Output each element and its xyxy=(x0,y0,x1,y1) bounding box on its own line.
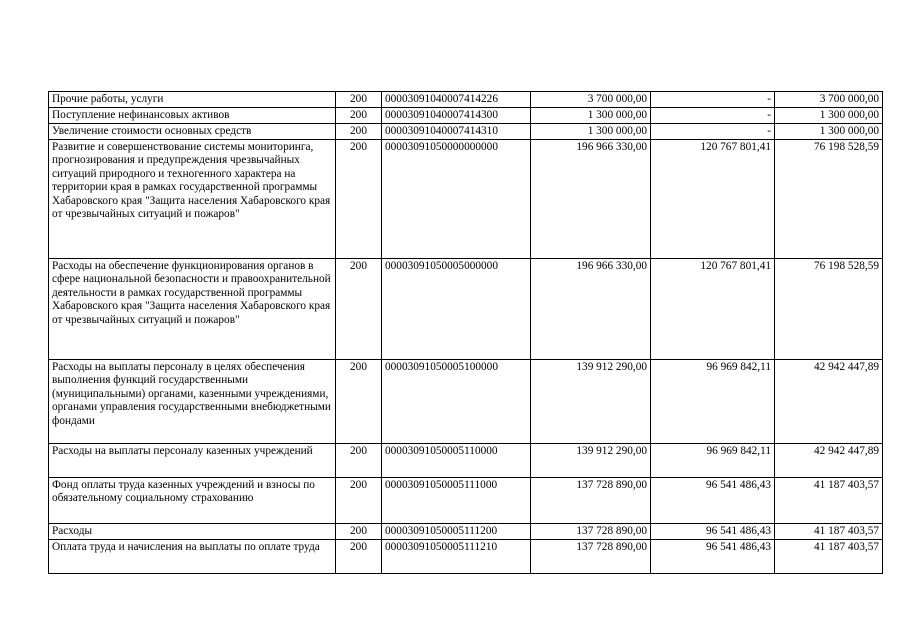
row-approved-cell xyxy=(531,540,651,574)
table-row xyxy=(49,92,883,108)
row-remaining-cell xyxy=(775,108,883,124)
row-line-code: 200 xyxy=(350,93,367,105)
row-approved-amount: 1 300 000,00 xyxy=(587,125,647,137)
row-remaining-cell xyxy=(775,478,883,524)
row-csr-cell xyxy=(382,140,531,259)
row-remaining-amount: 41 187 403,57 xyxy=(814,541,879,553)
table-row xyxy=(49,259,883,360)
row-csr-cell xyxy=(382,124,531,140)
row-line-code: 200 xyxy=(350,141,367,153)
row-approved-cell xyxy=(531,140,651,259)
row-csr-cell xyxy=(382,259,531,360)
row-name: Расходы на выплаты персоналу казенных учреждений xyxy=(52,445,313,457)
row-approved-cell xyxy=(531,124,651,140)
row-approved-amount: 137 728 890,00 xyxy=(576,479,647,491)
row-remaining-amount: 76 198 528,59 xyxy=(814,141,879,153)
row-name-cell xyxy=(49,524,336,540)
row-csr-cell xyxy=(382,444,531,478)
row-code-cell xyxy=(336,360,382,444)
row-executed-amount: 96 541 486,43 xyxy=(706,541,771,553)
row-classification-code: 00003091040007414300 xyxy=(385,109,498,121)
row-approved-amount: 1 300 000,00 xyxy=(587,109,647,121)
row-approved-cell xyxy=(531,524,651,540)
row-name: Расходы на выплаты персоналу в целях обеспечения выполнения функций государственными (муниципальными) органами, казенными учреждениями, органами управления государственными внебюджетными фондами xyxy=(52,361,331,427)
row-name-cell xyxy=(49,108,336,124)
row-code-cell xyxy=(336,524,382,540)
row-approved-cell xyxy=(531,444,651,478)
row-csr-cell xyxy=(382,92,531,108)
row-name: Оплата труда и начисления на выплаты по оплате труда xyxy=(52,541,320,553)
row-executed-amount: 96 541 486,43 xyxy=(706,479,771,491)
table-row xyxy=(49,140,883,259)
table-row xyxy=(49,524,883,540)
row-classification-code: 00003091050005000000 xyxy=(385,260,498,272)
table-row xyxy=(49,444,883,478)
row-csr-cell xyxy=(382,360,531,444)
row-executed-cell xyxy=(651,524,775,540)
row-approved-amount: 196 966 330,00 xyxy=(576,260,647,272)
row-approved-amount: 139 912 290,00 xyxy=(576,361,647,373)
table-row xyxy=(49,360,883,444)
row-executed-amount: 96 969 842,11 xyxy=(706,445,771,457)
row-name: Расходы на обеспечение функционирования органов в сфере национальной безопасности и правоохранительной деятельности в рамках государственной программы Хабаровского края "Защита населения Хабаровского края от чрезвычайных ситуаций и пожаров" xyxy=(52,260,331,326)
row-classification-code: 00003091050005111200 xyxy=(385,525,498,537)
table-row xyxy=(49,540,883,574)
row-remaining-amount: 1 300 000,00 xyxy=(819,125,879,137)
row-line-code: 200 xyxy=(350,260,367,272)
row-executed-amount: - xyxy=(767,93,771,105)
row-executed-amount: 120 767 801,41 xyxy=(700,260,771,272)
row-code-cell xyxy=(336,92,382,108)
row-approved-cell xyxy=(531,360,651,444)
row-line-code: 200 xyxy=(350,445,367,457)
row-executed-cell xyxy=(651,478,775,524)
row-remaining-cell xyxy=(775,124,883,140)
row-executed-amount: 96 541 486,43 xyxy=(706,525,771,537)
row-classification-code: 00003091040007414310 xyxy=(385,125,498,137)
row-name-cell xyxy=(49,478,336,524)
row-classification-code: 00003091050005100000 xyxy=(385,361,498,373)
row-code-cell xyxy=(336,478,382,524)
row-executed-amount: 120 767 801,41 xyxy=(700,141,771,153)
row-remaining-cell xyxy=(775,444,883,478)
row-name-cell xyxy=(49,444,336,478)
row-code-cell xyxy=(336,124,382,140)
row-remaining-cell xyxy=(775,140,883,259)
row-name-cell xyxy=(49,140,336,259)
row-remaining-cell xyxy=(775,524,883,540)
row-approved-amount: 137 728 890,00 xyxy=(576,525,647,537)
row-executed-cell xyxy=(651,108,775,124)
row-line-code: 200 xyxy=(350,541,367,553)
row-executed-cell xyxy=(651,540,775,574)
row-remaining-amount: 41 187 403,57 xyxy=(814,525,879,537)
row-remaining-amount: 42 942 447,89 xyxy=(814,361,879,373)
row-name-cell xyxy=(49,92,336,108)
row-name: Прочие работы, услуги xyxy=(52,93,164,105)
row-classification-code: 00003091050005111000 xyxy=(385,479,498,491)
table-row xyxy=(49,108,883,124)
row-name: Увеличение стоимости основных средств xyxy=(52,125,252,137)
row-line-code: 200 xyxy=(350,125,367,137)
row-name-cell xyxy=(49,259,336,360)
row-line-code: 200 xyxy=(350,109,367,121)
row-name-cell xyxy=(49,124,336,140)
row-remaining-cell xyxy=(775,540,883,574)
row-remaining-cell xyxy=(775,360,883,444)
row-name-cell xyxy=(49,540,336,574)
row-code-cell xyxy=(336,540,382,574)
row-code-cell xyxy=(336,259,382,360)
row-name: Поступление нефинансовых активов xyxy=(52,109,230,121)
row-executed-amount: 96 969 842,11 xyxy=(706,361,771,373)
row-code-cell xyxy=(336,444,382,478)
row-remaining-amount: 1 300 000,00 xyxy=(819,109,879,121)
row-remaining-amount: 41 187 403,57 xyxy=(814,479,879,491)
row-csr-cell xyxy=(382,540,531,574)
row-name: Фонд оплаты труда казенных учреждений и взносы по обязательному социальному страхованию xyxy=(52,479,315,505)
row-remaining-cell xyxy=(775,92,883,108)
row-remaining-amount: 42 942 447,89 xyxy=(814,445,879,457)
row-name: Расходы xyxy=(52,525,93,537)
row-name: Развитие и совершенствование системы мониторинга, прогнозирования и предупреждения чрезвычайных ситуаций природного и техногенного характера на территории края в рамках государственной программы Хабаровского края "Защита населения Хабаровского края от чрезвычайных ситуаций и пожаров" xyxy=(52,141,331,221)
row-executed-amount: - xyxy=(767,125,771,137)
row-approved-amount: 3 700 000,00 xyxy=(587,93,647,105)
row-executed-cell xyxy=(651,92,775,108)
row-classification-code: 00003091050005111210 xyxy=(385,541,498,553)
row-approved-cell xyxy=(531,259,651,360)
row-executed-cell xyxy=(651,360,775,444)
row-classification-code: 00003091040007414226 xyxy=(385,93,498,105)
row-executed-cell xyxy=(651,444,775,478)
row-remaining-cell xyxy=(775,259,883,360)
row-executed-cell xyxy=(651,140,775,259)
row-code-cell xyxy=(336,140,382,259)
table-row xyxy=(49,478,883,524)
row-executed-cell xyxy=(651,259,775,360)
row-line-code: 200 xyxy=(350,479,367,491)
row-csr-cell xyxy=(382,108,531,124)
row-approved-cell xyxy=(531,92,651,108)
row-classification-code: 00003091050005110000 xyxy=(385,445,498,457)
row-approved-amount: 139 912 290,00 xyxy=(576,445,647,457)
row-line-code: 200 xyxy=(350,525,367,537)
row-line-code: 200 xyxy=(350,361,367,373)
budget-execution-table xyxy=(48,91,883,574)
row-approved-amount: 196 966 330,00 xyxy=(576,141,647,153)
row-remaining-amount: 3 700 000,00 xyxy=(819,93,879,105)
row-classification-code: 00003091050000000000 xyxy=(385,141,498,153)
row-executed-amount: - xyxy=(767,109,771,121)
row-approved-cell xyxy=(531,478,651,524)
row-approved-amount: 137 728 890,00 xyxy=(576,541,647,553)
row-approved-cell xyxy=(531,108,651,124)
row-executed-cell xyxy=(651,124,775,140)
table-row xyxy=(49,124,883,140)
row-name-cell xyxy=(49,360,336,444)
row-csr-cell xyxy=(382,524,531,540)
row-code-cell xyxy=(336,108,382,124)
row-remaining-amount: 76 198 528,59 xyxy=(814,260,879,272)
row-csr-cell xyxy=(382,478,531,524)
